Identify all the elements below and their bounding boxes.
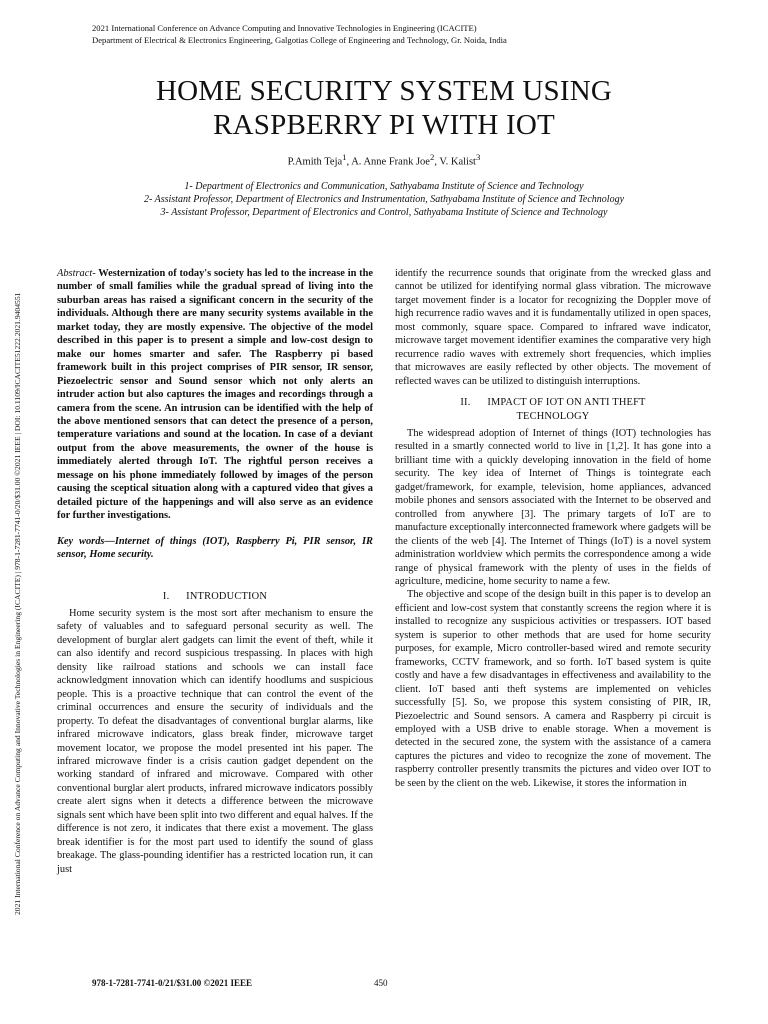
- section-2-title-line-2: TECHNOLOGY: [516, 410, 590, 422]
- page-number: 450: [374, 978, 388, 988]
- conference-name: 2021 International Conference on Advance Computing and Innovative Technologies in Engineering (ICACITE): [92, 23, 477, 33]
- author-3-sup: 3: [475, 152, 481, 162]
- abstract-label: Abstract-: [57, 268, 96, 279]
- intro-paragraph-continued: identify the recurrence sounds that originate from the wrecked glass and cannot be utilized for identifying normal glass vibration. The microwave target movement finder is a locator for recognizing the Doppler move of high recurrence radio waves and it is fundamentally utilized in open spaces, most commonly, square space. Compared to infrared wave indicator, microwave target movement identifier examines the comparative very high recurrence radio waves with extremely short frequencies, which implies that microwaves are easily reflected by other objects. The movement of reflected waves can be utilized to distinguish interruptions.: [395, 268, 711, 387]
- section-1-title: INTRODUCTION: [186, 590, 268, 602]
- right-column: [395, 267, 711, 790]
- title-line-1: HOME SECURITY SYSTEM USING: [155, 75, 613, 107]
- left-column: [57, 267, 373, 876]
- sidebar-doi-text: 2021 International Conference on Advance Computing and Innovative Technologies in Engineering (ICACITE) | 978-1-7281-7741-0/20/$31.00 ©2021 IEEE | DOI: 10.1109/ICACITE51222.2021.9404551: [13, 292, 22, 915]
- iot-paragraph: The widespread adoption of Internet of things (IOT) technologies has resulted in a smartly connected world to live in [1,2]. It has gone into a brilliant time with a quickly developing innovation in the field of home security. The key idea of Internet of Things is tointegrate each gadget/framework, for example, television, home appliances, advanced mobile phones and sensors associated with the Internet to be observed and controlled from anywhere [3]. The primary targets of IoT are to manufacture exceptionally interconnected framework where gadgets will be the clients of the web [4]. The Internet of Things (IoT) is a novel system administration worldview which permits the correspondence among a wide range of physical framework with the plenty of uses in the fields of agriculture, medicine, home security to name a few.: [395, 427, 711, 587]
- abstract: [57, 267, 373, 523]
- section-2-title-line-1: IMPACT OF IOT ON ANTI THEFT: [487, 397, 646, 409]
- author-3: V. Kalist: [439, 156, 476, 168]
- affiliations: [0, 180, 768, 219]
- objective-paragraph: The objective and scope of the design built in this paper is to develop an efficient and low-cost system that constantly screens the region where it is installed to recognize any suspicious activities or trespassers. IOT based system is superior to other methods that are used for home security purposes, for example, Micro controller-based wired and remote security frameworks, CCTV framework, and so forth. IoT based system is quite costly and have a few disadvantages in effectiveness and availability to the client. IoT based anti theft systems are implemented on vehicles successfully [5]. So, we propose this system consisting of PIR, IR, Piezoelectric and Sound sensors. A camera and Raspberry pi circuit is employed with a USB drive to enable storage. When a movement is detected in the secured zone, the system with the assistance of a camera captures the pictures and video to recognize the zone of movement. The raspberry controller presently transmits the pictures and video over IOT to be seen by the client on the web. Likewise, it stores the information in: [395, 589, 711, 789]
- section-2-heading: [395, 396, 711, 423]
- affiliation-3: 3- Assistant Professor, Department of Electronics and Control, Sathyabama Institute of Science and Technology: [160, 207, 608, 218]
- author-1-sup: 1: [342, 152, 347, 162]
- footer-isbn: 978-1-7281-7741-0/21/$31.00 ©2021 IEEE: [92, 978, 252, 988]
- keywords: Key words—Internet of things (IOT), Raspberry Pi, PIR sensor, IR sensor, Home security.: [57, 535, 373, 561]
- section-1-heading: [57, 590, 373, 603]
- abstract-text: Westernization of today's society has led to the increase in the number of small families while the gradual spread of living into the suburban areas has raised a significant concern in the security of the individuals. Although there are many security systems available in the market today, they are mostly expensive. The objective of the model described in this paper is to present a simple and low-cost design to make our homes smarter and safer. The Raspberry pi based framework built in this project comprises of PIR sensor, IR sensor, Piezoelectric sensor and Sound sensor which not only alerts an intruder action but also captures the images and recordings through a camera from the scene. An intrusion can be identified with the help of the above mentioned sensors that can detect the presence of a person, temperature variations and sound at the location. In case of a deviant output from the above measurements, the owner of the house is immediately alerted through IoT. The rightful person receives a message on his phone immediately followed by images of the person causing the sceptical situation along with a captured video that gives a detailed picture of the happenings and will also serve as an evidence for further investigations.: [57, 268, 373, 522]
- sidebar-doi-strip: [12, 100, 24, 915]
- intro-paragraph: Home security system is the most sort after mechanism to ensure the safety of valuables and to safeguard personal security as well. The development of burglar alert gadgets can limit the event of theft, while it can also identify and record suspicious trespassing. In places with high density like railroad stations and schools we can install face acknowledgment innovation which can identify hoodlums and suspicious people. This is a proactive technique that can control the event of the criminal occurrences and ensure the security of individuals and the property. To defeat the disadvantages of conventional burglar alarms, like infrared microwave indicators, glass break finder, microwave target movement locator, we propose the model presented int his paper. The infrared microwave finder is a crisis caution gadget dependent on the working standard of infrared and microwave. Compared with other conventional burglar alert products, infrared microwave indicators possibly create alert signs when it detects a difference between the microwave signals sent which have been split into two different and equal halves. If the difference is not zero, it indicates that there exist a movement. The glass break identifier is for the most part used to identify the sound of glass breakage. The glass-pounding identifier has a restricted location run, it can just: [57, 607, 373, 875]
- author-list: P.Amith Teja$^1$, A. Anne Frank Joe$^2$, V. Kalist$^3$: [287, 152, 481, 168]
- section-1-number: I.: [162, 590, 170, 602]
- affiliation-1: 1- Department of Electronics and Communication, Sathyabama Institute of Science and Technology: [184, 181, 584, 192]
- department-line: Department of Electrical & Electronics Engineering, Galgotias College of Engineering and Technology, Gr. Noida, India: [92, 35, 507, 45]
- author-2: A. Anne Frank Joe: [351, 156, 430, 168]
- section-2-number: II.: [460, 397, 471, 409]
- conference-header: [92, 22, 507, 46]
- author-2-sup: 2: [429, 152, 435, 162]
- affiliation-2: 2- Assistant Professor, Department of Electronics and Instrumentation, Sathyabama Institute of Science and Technology: [143, 194, 625, 205]
- title-line-2: RASPBERRY PI WITH IOT: [213, 109, 555, 141]
- author-1: P.Amith Teja: [287, 156, 343, 168]
- paper-title: [0, 74, 768, 142]
